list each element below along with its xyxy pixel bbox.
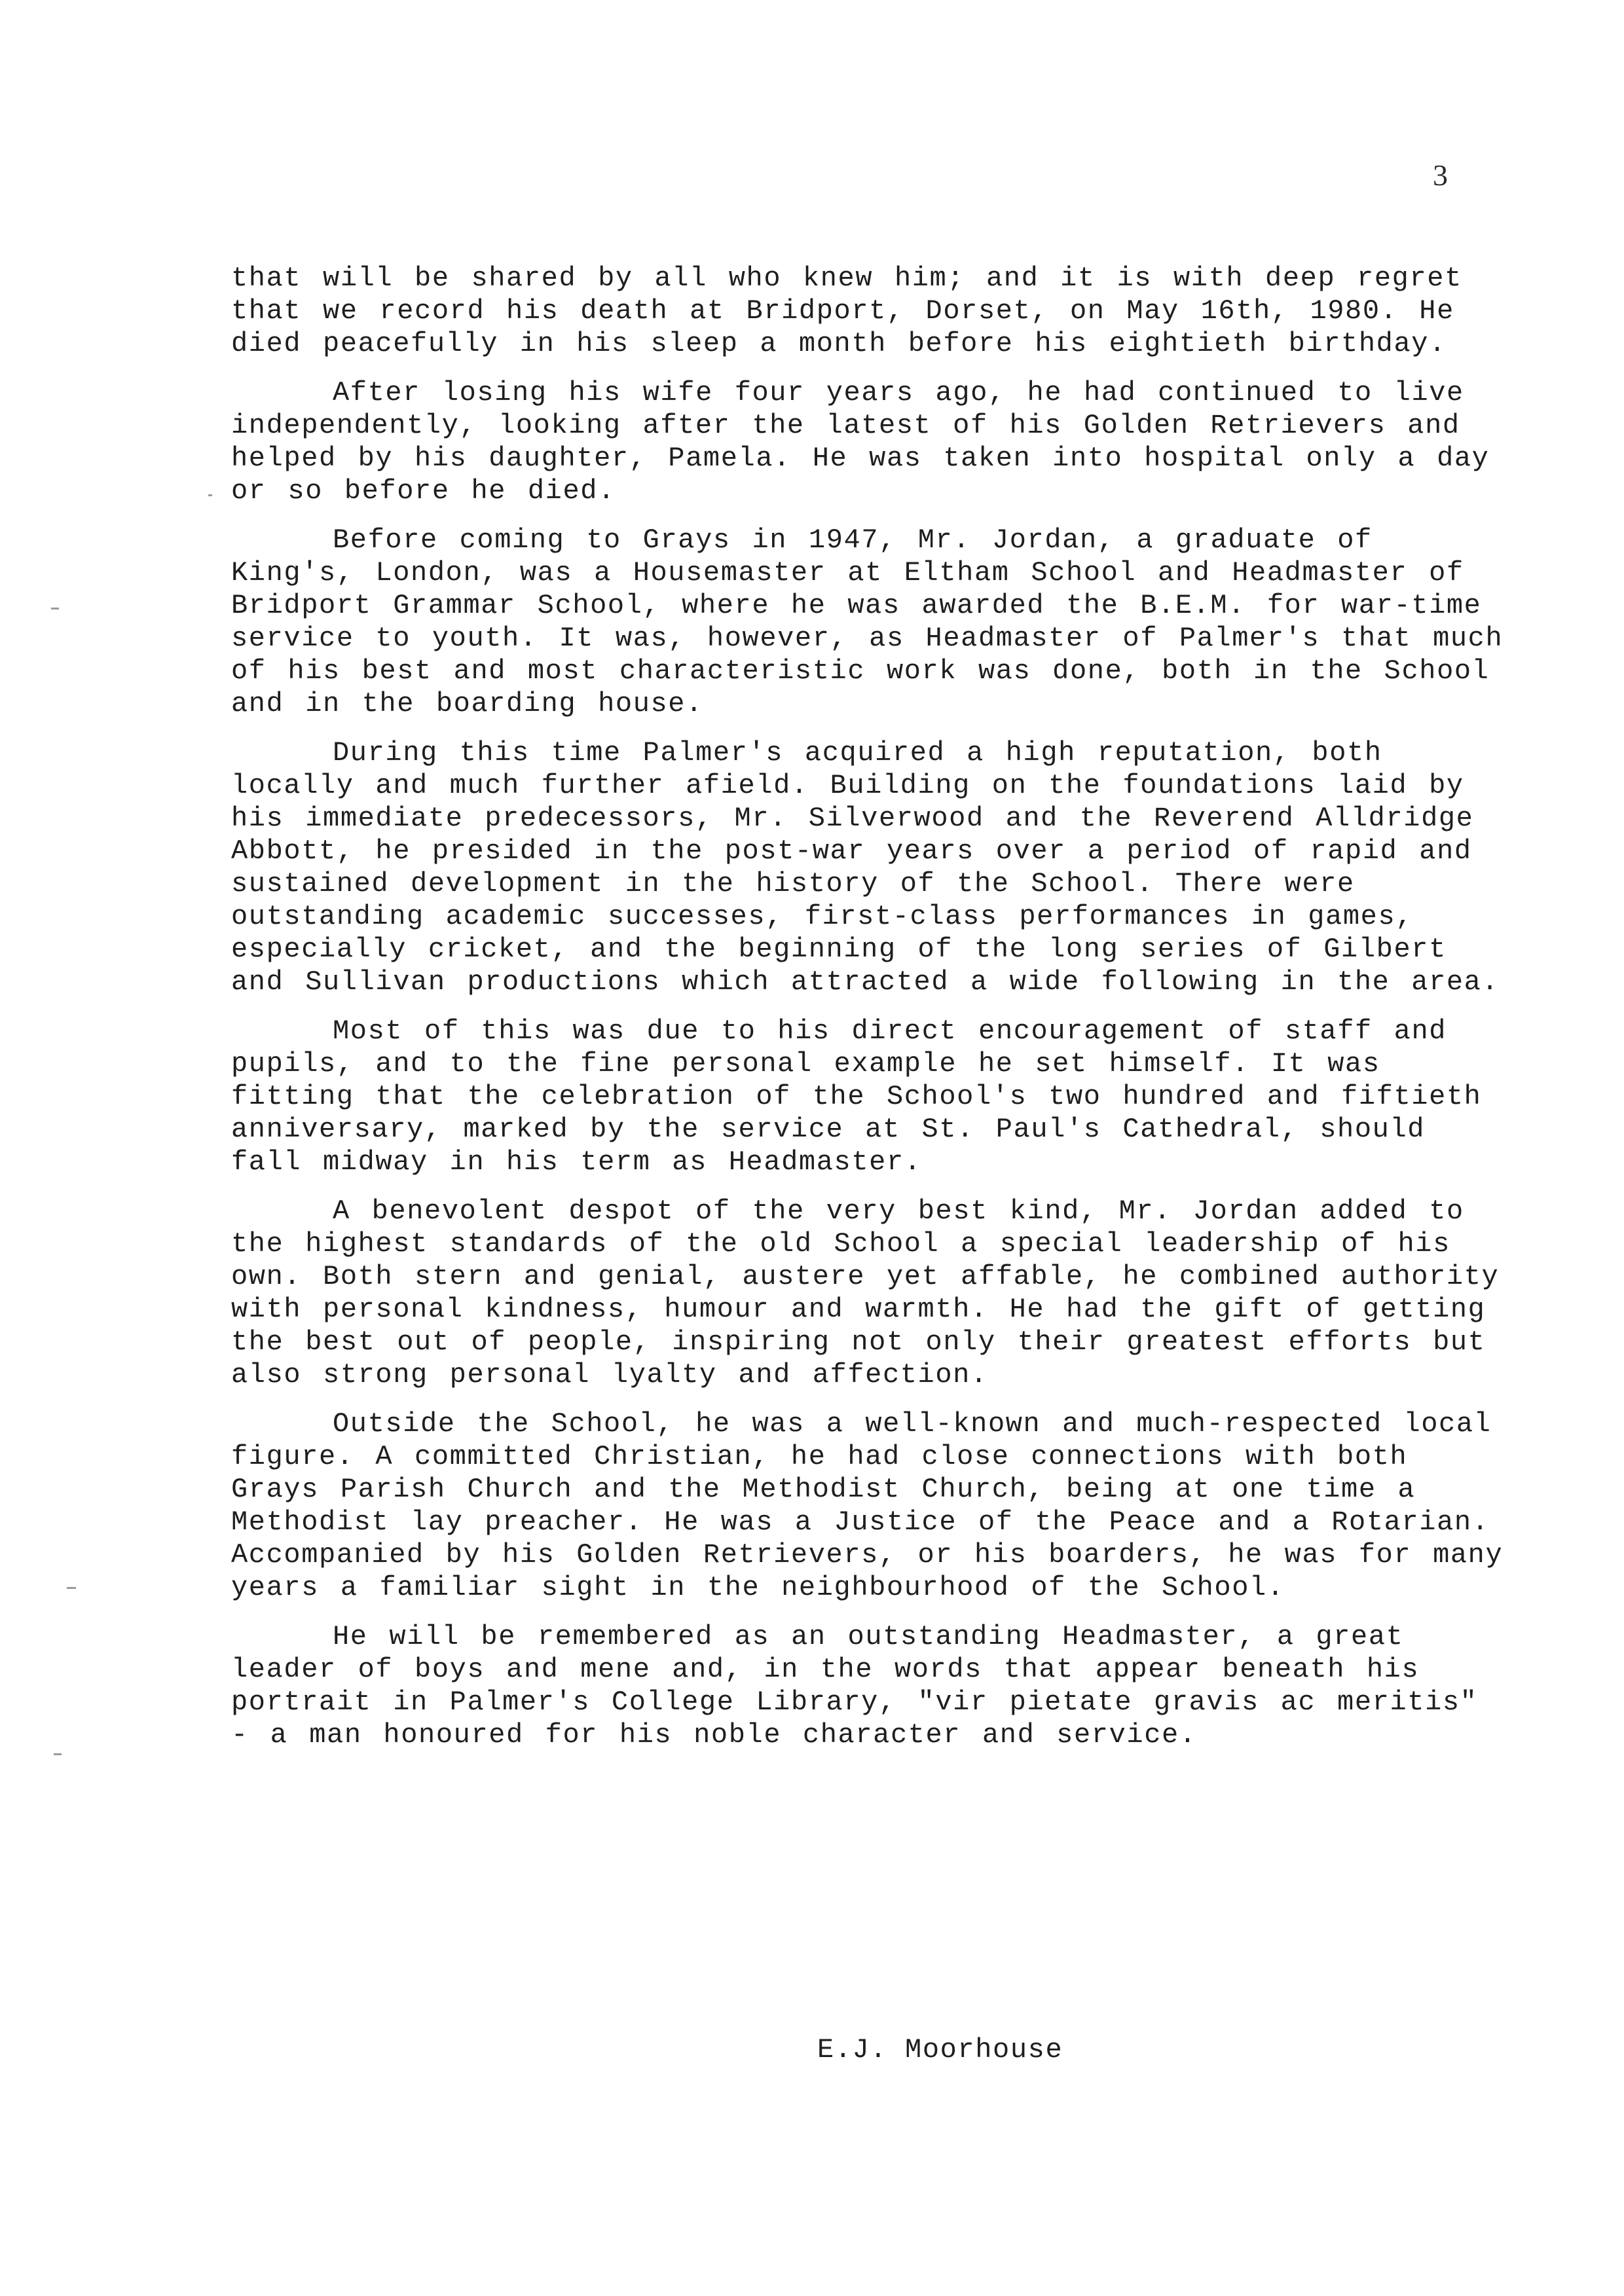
margin-speck [51, 608, 59, 610]
paragraph-3: Before coming to Grays in 1947, Mr. Jordan, a graduate of King's, London, was a Housemaster at Eltham School and Headmaster of Bridport Grammar School, where he was awarded the B.E.M. for war-time service to youth. It was, however, as Headmaster of Palmer's that much of his best and most characteristic work was done, both in the School and in the boarding house. [231, 524, 1504, 720]
paragraph-2: After losing his wife four years ago, he had continued to live independently, looking after the latest of his Golden Retrievers and helped by his daughter, Pamela. He was taken into hospital only a day or so before he died. [231, 377, 1490, 507]
author-signature: E.J. Moorhouse [817, 2034, 1063, 2066]
paragraph-4: During this time Palmer's acquired a high reputation, both locally and much further afield. Building on the foundations laid by his immediate predecessors, Mr. Silverwood and the Reverend Alldridge Abbott, he presided in the post-war years over a period of rapid and sustained development in the history of the School. There were outstanding academic successes, first-class performances in games, especially cricket, and the beginning of the long series of Gilbert and Sullivan productions which attracted a wide following in the area. [231, 737, 1500, 998]
paragraph-5: Most of this was due to his direct encouragement of staff and pupils, and to the fine personal example he set himself. It was fitting that the celebration of the School's two hundred and fiftieth anniversary, marked by the service at St. Paul's Cathedral, should fall midway in his term as Headmaster. [231, 1015, 1482, 1178]
margin-speck [208, 494, 212, 496]
margin-speck [67, 1587, 76, 1589]
paragraph-6: A benevolent despot of the very best kind, Mr. Jordan added to the highest standards of the old School a special leadership of his own. Both stern and genial, austere yet affable, he combined authority with personal kindness, humour and warmth. He had the gift of getting the best out of people, inspiring not only their greatest efforts but also strong personal lyalty and affection. [231, 1195, 1500, 1391]
margin-speck [54, 1753, 62, 1755]
article-body [231, 262, 1515, 1768]
page-number: 3 [1433, 158, 1448, 192]
paragraph-8: He will be remembered as an outstanding Headmaster, a great leader of boys and mene and, in the words that appear beneath his portrait in Palmer's College Library, "vir pietate gravis ac meritis" - a man honoured for his noble character and service. [231, 1621, 1478, 1751]
paragraph-7: Outside the School, he was a well-known and much-respected local figure. A committed Christian, he had close connections with both Grays Parish Church and the Methodist Church, being at one time a Methodist lay preacher. He was a Justice of the Peace and a Rotarian. Accompanied by his Golden Retrievers, or his boarders, he was for many years a familiar sight in the neighbourhood of the School. [231, 1408, 1504, 1603]
paragraph-1: that will be shared by all who knew him; and it is with deep regret that we record his death at Bridport, Dorset, on May 16th, 1980. He died peacefully in his sleep a month before his eightieth birthday. [231, 263, 1462, 359]
